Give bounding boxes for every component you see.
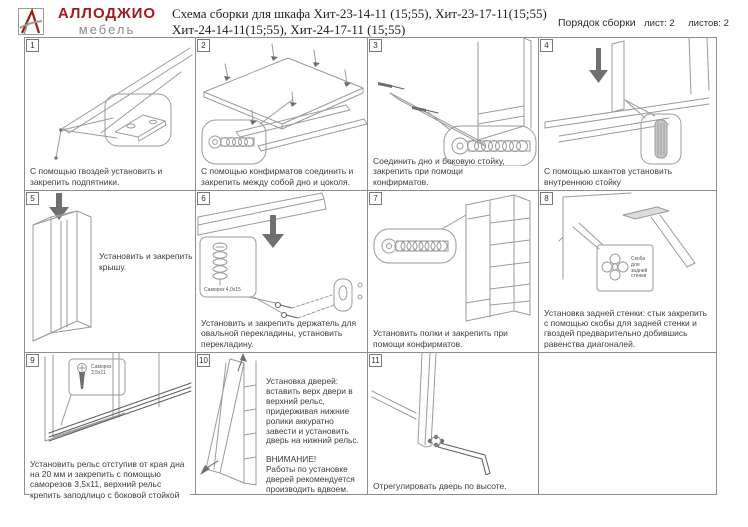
part-label: Скоба для задней стенки (631, 256, 648, 280)
confirmat-screw-icon (374, 229, 456, 263)
step-caption: Установка задней стенки: стык закрепить с помощью скобы для задней стенки и гвоздей предварительно добившись равенства диагоналей. (544, 307, 708, 349)
step-caption: Отрегулировать дверь по высоте. (373, 480, 507, 491)
step-number: 8 (540, 192, 553, 205)
step-panel-11 (368, 353, 539, 494)
step-number: 5 (26, 192, 39, 205)
step-panel-8 (539, 191, 716, 353)
step-7-diagram (368, 191, 539, 323)
step-3-diagram (368, 38, 539, 166)
step-panel-6 (196, 191, 368, 353)
step-caption: С помощью гвоздей установить и закрепить подпятники. (30, 166, 163, 187)
step-10-diagram (196, 353, 266, 493)
down-arrow-icon (49, 193, 69, 220)
step-panel-10 (196, 353, 368, 494)
step-8-diagram (539, 191, 716, 303)
step-caption: С помощью конфирматов соединить и закрепить между собой дно и цоколя. (201, 166, 354, 187)
wardrobe-shelves (466, 195, 530, 321)
down-arrow-icon (589, 48, 608, 83)
step-caption: Установка дверей: вставить верх двери в верхний рельс, придерживая нижние ролики аккуратно завести и установить дверь на нижний рельс. (266, 376, 359, 446)
sheet-title (172, 6, 552, 39)
bottom-rail (372, 391, 416, 419)
floor-panel (545, 98, 709, 142)
corner-arrow-icon (200, 461, 218, 475)
step-panel-4 (539, 38, 716, 191)
step-caption: С помощью шкантов установить внутреннюю стойку (544, 166, 673, 187)
step-6-diagram (196, 191, 368, 323)
step-caption-block (266, 377, 364, 495)
sheet-title-line1: Схема сборки для шкафа Хит-23-14-11 (15;55), Хит-23-17-11(15;55) (172, 6, 547, 21)
back-wall (559, 193, 631, 279)
inner-panel (612, 41, 624, 112)
step-panel-2 (196, 38, 368, 191)
step-panel-5 (25, 191, 196, 353)
step-number: 10 (197, 354, 210, 367)
step-11-diagram (368, 353, 539, 475)
sliding-door (206, 359, 244, 473)
step-number: 4 (540, 39, 553, 52)
warning-title: ВНИМАНИЕ! (266, 454, 317, 465)
brand-name: АЛЛОДЖИО (57, 5, 157, 22)
sheet-info (558, 13, 738, 31)
step-panel-3 (368, 38, 539, 191)
order-label: Порядок сборки (558, 17, 636, 29)
top-board (198, 193, 326, 235)
warning-text: Работы по установке дверей рекомендуется производить вдвоем. (266, 464, 355, 495)
assembly-grid (24, 37, 717, 500)
door-edge (418, 353, 436, 447)
step-number: 3 (369, 39, 382, 52)
step-1-diagram (25, 38, 196, 166)
step-number: 7 (369, 192, 382, 205)
sheet-number: лист: 2 (644, 18, 675, 29)
wardrobe-body (33, 211, 91, 341)
rod-holder-icon (334, 279, 362, 311)
holder-screws (276, 295, 335, 318)
step-caption: Установить и закрепить держатель для овальной перекладины, установить перекладину. (201, 317, 357, 349)
side-panel (478, 38, 531, 140)
step-2-diagram (196, 38, 368, 166)
part-label: Саморез 4,0х15 (204, 287, 241, 293)
hex-key-icon (438, 443, 490, 475)
step-number: 6 (197, 192, 210, 205)
step-caption: Соединить дно и боковую стойку, закрепить при помощи конфирматов. (373, 155, 505, 187)
nail-icon (54, 128, 62, 159)
sheets-total: листов: 2 (688, 18, 729, 29)
step-panel-9 (25, 353, 196, 500)
foot-plate-icon (105, 94, 171, 146)
board (63, 48, 192, 133)
small-confirmat-screws (378, 82, 438, 113)
step-panel-7 (368, 191, 539, 353)
brand-subtitle: мебель (78, 21, 136, 37)
brand-logo-icon (18, 8, 44, 35)
step-number: 2 (197, 39, 210, 52)
part-label: Саморез 3,5х11 (91, 364, 112, 376)
step-caption: Установить полки и закрепить при помощи конфирматов. (373, 328, 508, 349)
step-panel-1 (25, 38, 196, 191)
step-number: 9 (26, 354, 39, 367)
bottom-panel (204, 58, 363, 129)
right-panel (689, 38, 709, 94)
down-arrow-icon (262, 215, 284, 248)
step-number: 11 (369, 354, 382, 367)
brand-block (48, 6, 166, 37)
plinth-boards (236, 105, 367, 151)
step-caption: Установить и закрепить крышу. (99, 251, 193, 272)
step-caption: Установить рельс отступив от края дна на 20 мм и закрепить с помощью саморезов 3,5х11, верхний рельс крепить заподлицо с боковой стойкой (30, 459, 190, 500)
height-adjuster-icon (428, 435, 444, 447)
sheet-title-line2: Хит-24-14-11(15;55), Хит-24-17-11 (15;55) (172, 22, 406, 38)
step-4-diagram (539, 38, 716, 166)
empty-panel (539, 353, 716, 494)
step-number: 1 (26, 39, 39, 52)
